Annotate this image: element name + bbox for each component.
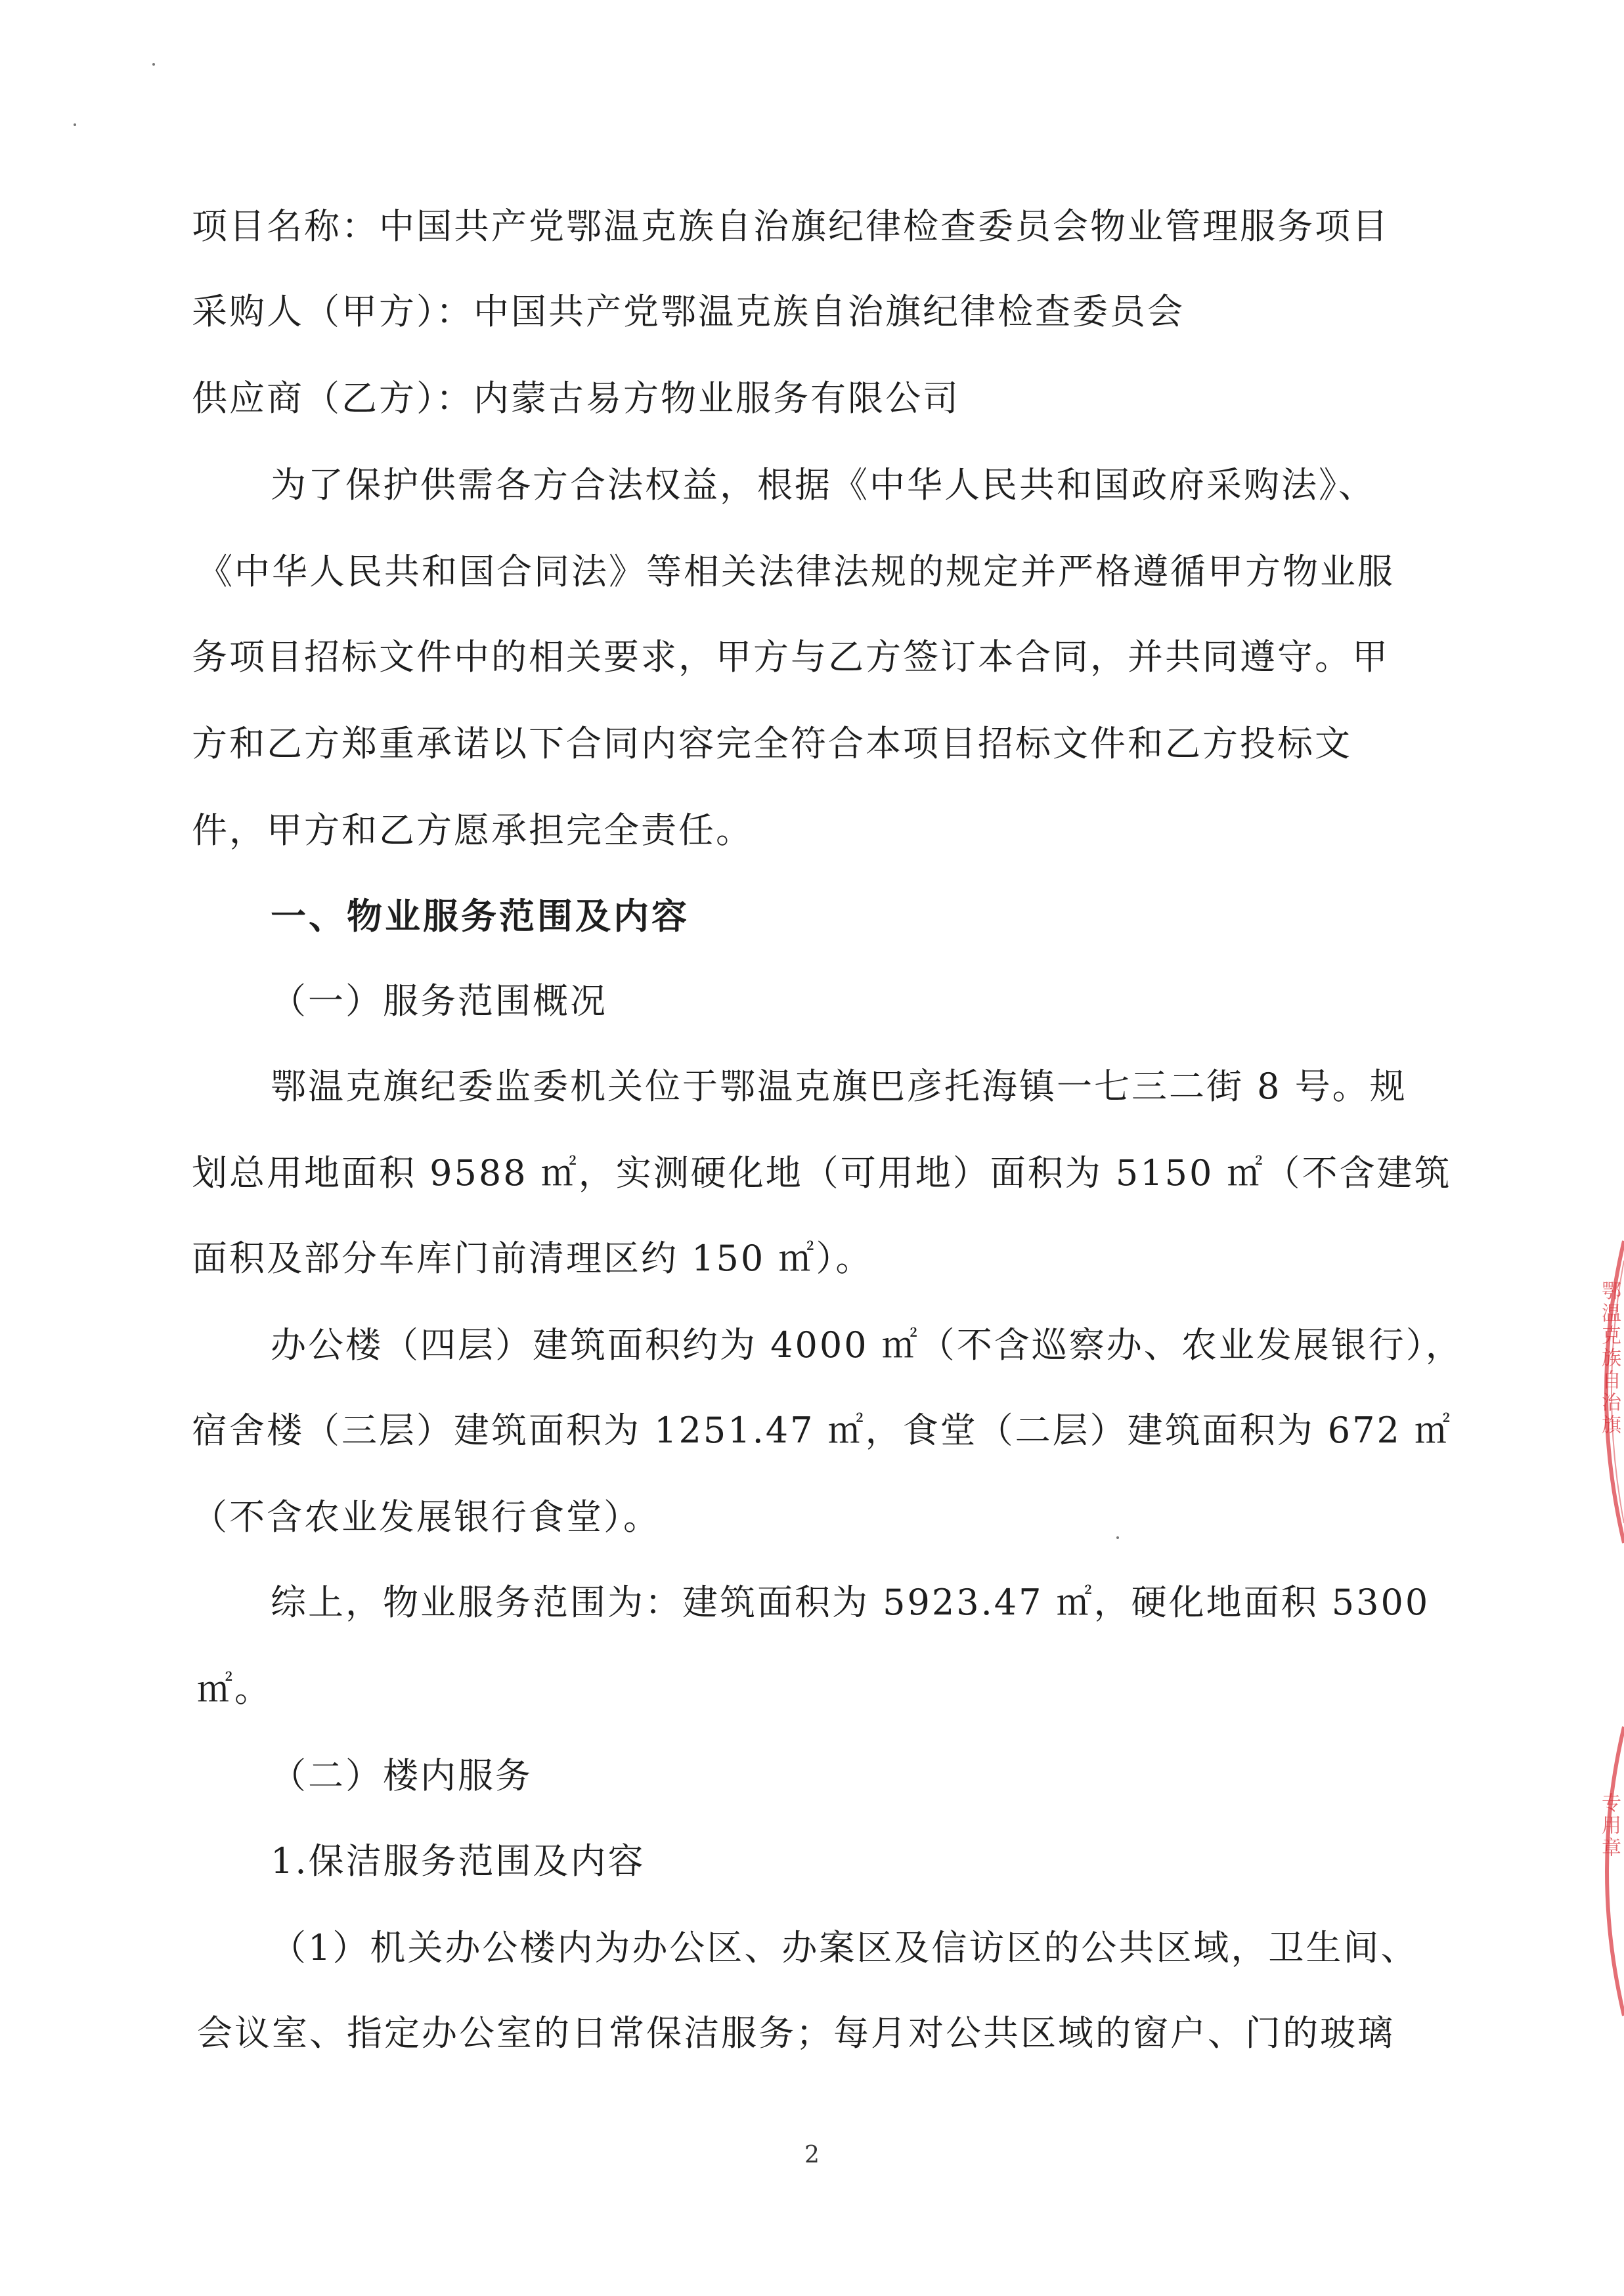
supplier-line: 供应商（乙方）：内蒙古易方物业服务有限公司 [192,378,960,419]
paragraph-line: 划总用地面积 9588 ㎡，实测硬化地（可用地）面积为 5150 ㎡（不含建筑 [192,1152,1452,1194]
paragraph-line: 会议室、指定办公室的日常保洁服务；每月对公共区域的窗户、门的玻璃 [197,2012,1395,2054]
subsection-heading: （二）楼内服务 [271,1755,533,1796]
section-heading: 一、物业服务范围及内容 [271,895,690,937]
scan-speck [74,123,76,126]
official-seal-fragment [1585,1234,1624,1549]
scan-speck [152,63,155,66]
page-number: 2 [804,2142,820,2169]
paragraph-line: 鄂温克旗纪委监委机关位于鄂温克旗巴彦托海镇一七三二街 8 号。规 [271,1066,1407,1107]
official-seal-fragment [1585,1720,1624,2022]
paragraph-line: 办公楼（四层）建筑面积约为 4000 ㎡（不含巡察办、农业发展银行）， [271,1324,1463,1366]
paragraph-line: 件，甲方和乙方愿承担完全责任。 [192,810,753,851]
project-name-line: 项目名称：中国共产党鄂温克族自治旗纪律检查委员会物业管理服务项目 [192,206,1390,247]
paragraph-line: 为了保护供需各方合法权益，根据《中华人民共和国政府采购法》、 [271,464,1376,506]
paragraph-line: 综上，物业服务范围为：建筑面积为 5923.47 ㎡，硬化地面积 5300 [271,1582,1430,1623]
paragraph-line: （1）机关办公楼内为办公区、办案区及信访区的公共区域，卫生间、 [271,1927,1418,1968]
subsection-heading: （一）服务范围概况 [271,980,607,1022]
seal-arc-icon [1585,1720,1624,2022]
paragraph-line: （不含农业发展银行食堂）。 [192,1496,661,1538]
seal-text-upper: 鄂温克族自治旗 [1598,1280,1621,1437]
paragraph-line: 宿舍楼（三层）建筑面积为 1251.47 ㎡，食堂（二层）建筑面积为 672 ㎡ [192,1410,1453,1451]
purchaser-line: 采购人（甲方）：中国共产党鄂温克族自治旗纪律检查委员会 [192,291,1185,332]
paragraph-line: 面积及部分车库门前清理区约 150 ㎡）。 [192,1238,873,1279]
seal-text-lower: 专用章 [1598,1792,1621,1859]
paragraph-line: 方和乙方郑重承诺以下合同内容完全符合本项目招标文件和乙方投标文 [192,723,1352,764]
paragraph-line: ㎡。 [197,1668,272,1710]
paragraph-line: 务项目招标文件中的相关要求，甲方与乙方签订本合同，并共同遵守。甲 [192,636,1390,678]
item-heading: 1.保洁服务范围及内容 [271,1840,646,1882]
paragraph-line: 《中华人民共和国合同法》等相关法律法规的规定并严格遵循甲方物业服 [197,551,1395,592]
